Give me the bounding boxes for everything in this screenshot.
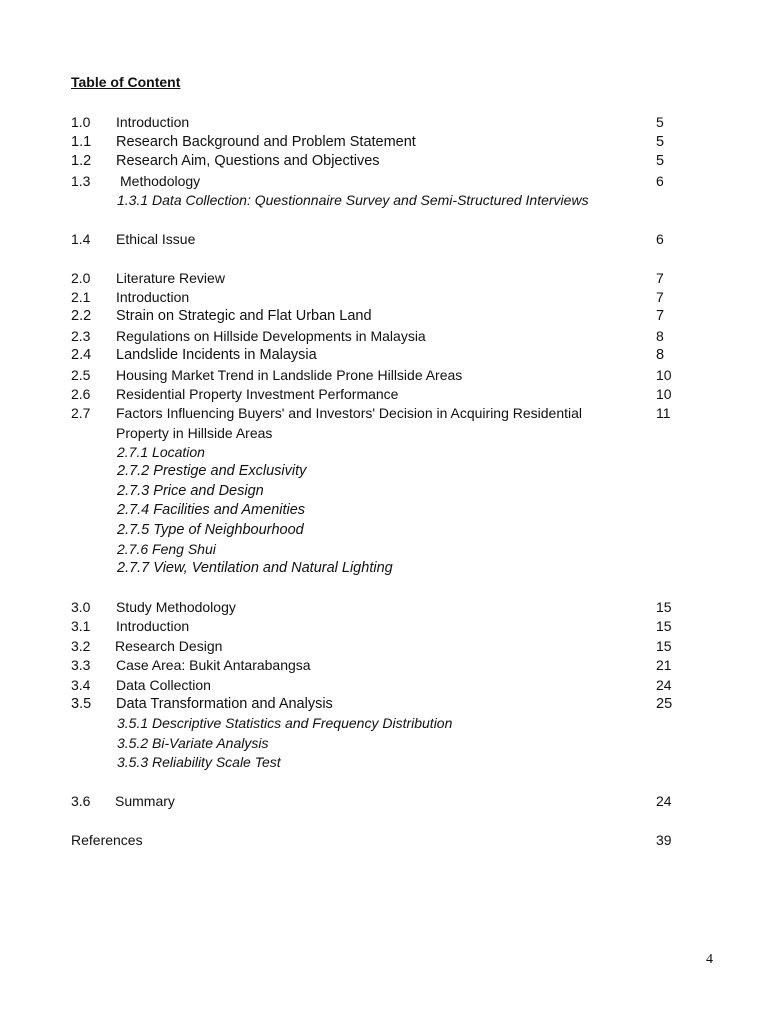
entry-number: 3.2	[71, 638, 91, 654]
toc-subentry	[0, 558, 768, 578]
entry-number: 3.5	[71, 696, 92, 712]
subentry-title: 2.7.2 Prestige and Exclusivity	[117, 463, 307, 479]
toc-entry	[0, 597, 768, 617]
entry-number: 3.0	[71, 599, 91, 615]
entry-number: 2.5	[71, 367, 91, 383]
entry-page: 15	[656, 638, 672, 654]
toc-entry	[0, 171, 768, 191]
subentry-title: 1.3.1 Data Collection: Questionnaire Survey and Semi-Structured Interviews	[117, 192, 589, 208]
toc-subentry	[0, 481, 768, 501]
subentry-title: 2.7.5 Type of Neighbourhood	[117, 522, 304, 538]
entry-page: 10	[656, 386, 672, 402]
toc-entry	[0, 655, 768, 675]
entry-page: 39	[656, 832, 672, 848]
toc-entry	[0, 326, 768, 346]
entry-page: 24	[656, 793, 672, 809]
entry-page: 5	[656, 153, 665, 169]
subentry-title: 3.5.1 Descriptive Statistics and Frequency Distribution	[117, 715, 453, 731]
toc-subentry	[0, 442, 768, 462]
toc-entry	[0, 636, 768, 656]
toc-entry	[0, 151, 768, 171]
entry-page: 8	[656, 347, 665, 363]
entry-title: Introduction	[116, 289, 190, 305]
entry-title-continued: Property in Hillside Areas	[116, 425, 273, 441]
entry-number: 2.1	[71, 289, 91, 305]
entry-number: 1.0	[71, 114, 91, 130]
entry-title: Data Transformation and Analysis	[116, 696, 333, 712]
subentry-title: 3.5.2 Bi-Variate Analysis	[117, 735, 269, 751]
entry-page: 24	[656, 677, 672, 693]
entry-page: 6	[656, 173, 664, 189]
entry-page: 5	[656, 134, 665, 150]
toc-subentry	[0, 713, 768, 733]
entry-number: 3.3	[71, 657, 91, 673]
subentry-title: 2.7.6 Feng Shui	[117, 541, 216, 557]
toc-entry	[0, 675, 768, 695]
entry-number: 3.4	[71, 677, 91, 693]
entry-number: 2.3	[71, 328, 91, 344]
entry-number: 3.6	[71, 793, 91, 809]
entry-title: Residential Property Investment Performance	[116, 386, 399, 402]
entry-number: 2.7	[71, 405, 91, 421]
entry-page: 21	[656, 657, 672, 673]
entry-title: Housing Market Trend in Landslide Prone Hillside Areas	[116, 367, 463, 383]
toc-entry	[0, 830, 768, 850]
entry-page: 7	[656, 270, 664, 286]
toc-entry	[0, 345, 768, 365]
entry-page: 7	[656, 308, 665, 324]
subentry-title: 2.7.7 View, Ventilation and Natural Lighting	[117, 560, 393, 576]
entry-number: 2.4	[71, 347, 92, 363]
toc-title: Table of Content	[71, 74, 181, 90]
toc-subentry	[0, 190, 768, 210]
toc-entry	[0, 365, 768, 385]
entry-page: 25	[656, 696, 673, 712]
entry-number: 3.1	[71, 618, 91, 634]
subentry-title: 2.7.3 Price and Design	[117, 483, 264, 499]
toc-entry	[0, 694, 768, 714]
entry-number: 2.6	[71, 386, 91, 402]
entry-title: Research Design	[115, 638, 223, 654]
entry-page: 10	[656, 367, 672, 383]
toc-entry	[0, 306, 768, 326]
entry-number: 2.0	[71, 270, 91, 286]
entry-title: Case Area: Bukit Antarabangsa	[116, 657, 311, 673]
subentry-title: 3.5.3 Reliability Scale Test	[117, 754, 281, 770]
toc-entry	[0, 791, 768, 811]
entry-title: Introduction	[116, 618, 190, 634]
toc-entry	[0, 268, 768, 288]
entry-title: Methodology	[120, 173, 201, 189]
toc-entry	[0, 132, 768, 152]
entry-title: Strain on Strategic and Flat Urban Land	[116, 308, 372, 324]
toc-entry	[0, 616, 768, 636]
page-number: 4	[706, 952, 713, 967]
entry-page: 8	[656, 328, 664, 344]
entry-title: Factors Influencing Buyers' and Investors' Decision in Acquiring Residential	[116, 405, 583, 421]
toc-entry	[0, 403, 768, 423]
entry-title: Summary	[115, 793, 175, 809]
entry-title: Landslide Incidents in Malaysia	[116, 347, 317, 363]
entry-title: Regulations on Hillside Developments in Malaysia	[116, 328, 426, 344]
entry-title: Research Aim, Questions and Objectives	[116, 153, 380, 169]
toc-entry	[0, 287, 768, 307]
toc-subentry	[0, 733, 768, 753]
toc-entry	[0, 112, 768, 132]
entry-title: Introduction	[116, 114, 190, 130]
toc-subentry	[0, 520, 768, 540]
entry-title: References	[71, 832, 143, 848]
entry-title: Study Methodology	[116, 599, 236, 615]
entry-number: 1.4	[71, 231, 91, 247]
entry-number: 1.3	[71, 173, 91, 189]
toc-subentry	[0, 539, 768, 559]
entry-page: 11	[656, 405, 671, 421]
entry-title: Data Collection	[116, 677, 211, 693]
entry-title: Literature Review	[116, 270, 225, 286]
toc-entry	[0, 229, 768, 249]
entry-page: 7	[656, 289, 664, 305]
entry-number: 2.2	[71, 308, 92, 324]
entry-page: 5	[656, 114, 664, 130]
toc-subentry	[0, 500, 768, 520]
entry-number: 1.1	[71, 134, 92, 150]
entry-title: Research Background and Problem Statement	[116, 134, 416, 150]
subentry-title: 2.7.1 Location	[117, 444, 205, 460]
subentry-title: 2.7.4 Facilities and Amenities	[117, 502, 306, 518]
toc-subentry	[0, 461, 768, 481]
entry-title: Ethical Issue	[116, 231, 196, 247]
entry-page: 15	[656, 618, 672, 634]
entry-number: 1.2	[71, 153, 92, 169]
entry-page: 6	[656, 231, 664, 247]
toc-entry-continuation	[0, 423, 768, 443]
toc-entry	[0, 384, 768, 404]
toc-subentry	[0, 752, 768, 772]
entry-page: 15	[656, 599, 672, 615]
